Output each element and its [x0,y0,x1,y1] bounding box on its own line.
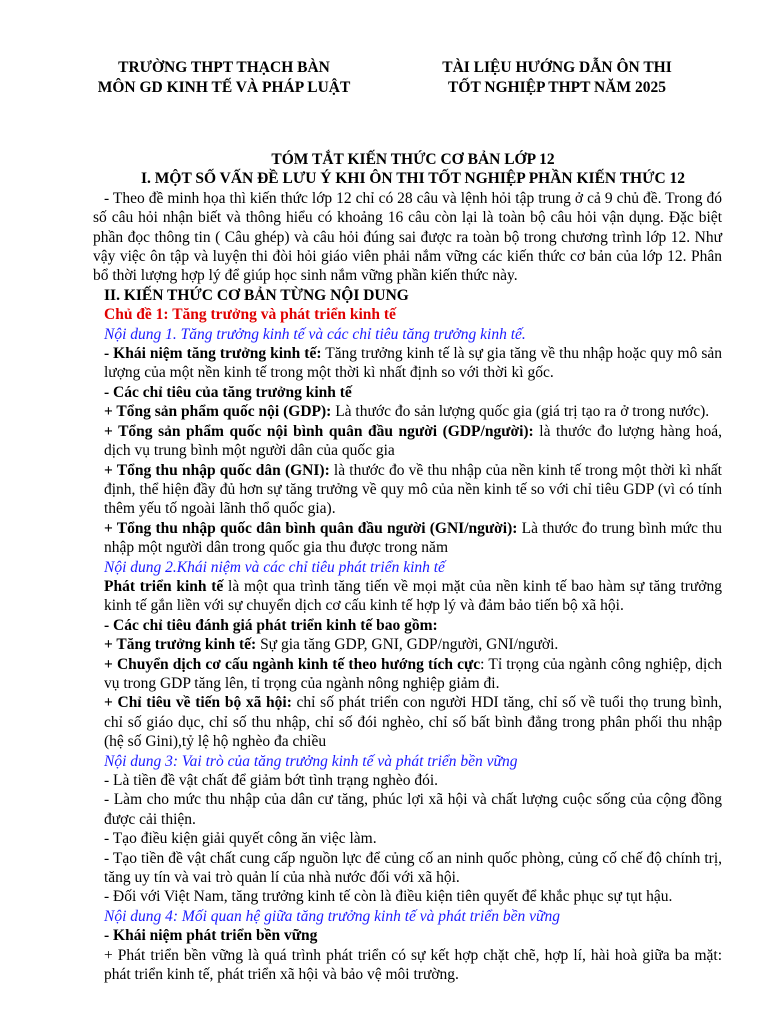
development-indicators-label: - Các chỉ tiêu đánh giá phát triển kinh tế bao gồm: [104,616,438,634]
indicator-social-progress-text: chỉ số phát triển con người HDI tăng, chỉ số về tuổi thọ trung bình, chỉ số giáo dục, chỉ số thu nhập, chỉ số đói nghèo, chỉ số bất bình đẳng trong phân phối thu nhập (hệ số Gini),tỷ lệ hộ nghèo đa chiều [104,694,722,751]
role-item-5: - Đối với Việt Nam, tăng trưởng kinh tế còn là điều kiện tiên quyết để khắc phục sự tụt hậu. [104,888,673,906]
role-item-4: - Tạo tiền đề vật chất cung cấp nguồn lực để củng cố an ninh quốc phòng, củng cố chế độ chính trị, tăng uy tín và vai trò quản lí của nhà nước đối với xã hội. [104,849,722,887]
indicator-social-progress-label: + Chỉ tiêu về tiến bộ xã hội: [104,694,292,712]
definition-growth-label: - Khái niệm tăng trưởng kinh tế: [104,345,322,363]
indicator-social-progress [104,693,722,751]
section-1-paragraph [93,189,722,286]
document-body [93,150,723,984]
subject-name: MÔN GD KINH TẾ VÀ PHÁP LUẬT [97,79,351,96]
content-2-heading: Nội dung 2.Khái niệm và các chỉ tiêu phát triển kinh tế [104,558,445,576]
sustainable-development-text: + Phát triển bền vững là quá trình phát triển có sự kết hợp chặt chẽ, hợp lí, hài hoà giữa ba mặt: phát triển kinh tế, phát triển xã hội và bảo vệ môi trường. [104,946,722,984]
indicator-growth [104,635,722,654]
definition-development [104,577,722,616]
role-item-2: - Làm cho mức thu nhập của dân cư tăng, phúc lợi xã hội và chất lượng cuộc sống của cộng đồng được cải thiện. [104,791,722,828]
content-4-heading: Nội dung 4: Mối quan hệ giữa tăng trưởng kinh tế và phát triển bền vững [104,907,560,925]
indicator-structure-label: + Chuyển dịch cơ cấu ngành kinh tế theo hướng tích cực [104,655,481,673]
doc-type-line2: TỐT NGHIỆP THPT NĂM 2025 [448,79,666,96]
role-item-1: - Là tiền đề vật chất để giảm bớt tình trạng nghèo đói. [104,772,439,789]
indicator-gni-per-capita [104,519,722,558]
definition-development-text: là một qua trình tăng tiến về mọi mặt của nền kinh tế bao hàm sự tăng trưởng kinh tế gắn liền với sự chuyển dịch cơ cấu kinh tế hợp lý và đảm bảo tiến bộ xã hội. [104,577,723,615]
doc-type-line1: TÀI LIỆU HƯỚNG DẪN ÔN THI [442,59,672,76]
section-1-text: - Theo đề minh họa thì kiến thức lớp 12 chỉ có 28 câu và lệnh hỏi tập trung ở cả 9 chủ đề. Trong đó số câu hỏi nhận biết và thông hiểu có khoảng 16 câu còn lại là toàn bộ câu hỏi vận dụng. Đặc biệt phần đọc thông tin ( Câu ghép) và câu hỏi đúng sai được ra toàn bộ trong chương trình lớp 12. Như vậy việc ôn tập và luyện thi đòi hỏi giáo viên phải nắm vững các kiến thức cơ bản của lớp 12. Phân bổ thời lượng hợp lý để giúp học sinh nắm vững phần kiến thức này. [93,189,722,285]
indicator-structure [104,655,722,694]
definition-development-label: Phát triển kinh tế [104,577,224,595]
content-3-heading: Nội dung 3: Vai trò của tăng trưởng kinh tế và phát triển bền vững [104,752,518,770]
indicator-gdp [104,402,722,421]
definition-growth-text: Tăng trưởng kinh tế là sự gia tăng về thu nhập hoặc quy mô sản lượng của một nền kinh tế trong một thời kì nhất định so với thời kì gốc. [104,345,722,382]
indicator-gni-per-capita-label: + Tổng thu nhập quốc dân bình quân đầu người (GNI/người): [104,519,518,537]
section-1-heading: I. MỘT SỐ VẤN ĐỀ LƯU Ý KHI ÔN THI TỐT NGHIỆP PHẦN KIẾN THỨC 12 [140,170,686,188]
indicator-structure-text: : Tỉ trọng của ngành công nghiệp, dịch vụ trong GDP tăng lên, tỉ trọng của ngành nông nghiệp giảm đi. [104,655,722,692]
role-item-3: - Tạo điều kiện giải quyết công ăn việc làm. [104,830,377,848]
content-1-heading: Nội dung 1. Tăng trưởng kinh tế và các chỉ tiêu tăng trưởng kinh tế. [104,325,526,343]
document-title: TÓM TẮT KIẾN THỨC CƠ BẢN LỚP 12 [271,151,555,168]
school-name: TRƯỜNG THPT THẠCH BÀN [118,59,330,76]
document-header [0,58,768,102]
sustainable-development-label: - Khái niệm phát triển bền vững [104,927,318,945]
indicator-gdp-text: Là thước đo sản lượng quốc gia (giá trị tạo ra ở trong nước). [331,403,710,421]
indicator-gni [104,461,722,519]
growth-indicators-label: - Các chỉ tiêu của tăng trưởng kinh tế [104,383,352,401]
indicator-gni-per-capita-text: Là thước đo trung bình mức thu nhập một người dân trong quốc gia thu được trong năm [104,519,722,557]
document-type [412,58,702,98]
indicator-gni-text: là thước đo về thu nhập của nền kinh tế trong một thời kì nhất định, thể hiện đầy đủ hơn sự tăng trưởng về quy mô của nền kinh tế so với chỉ tiêu GDP (vì có tính thêm yếu tố ngoài lãnh thổ quốc gia). [104,461,722,518]
school-info [78,58,370,98]
indicator-gdp-label: + Tổng sản phẩm quốc nội (GDP): [104,403,332,421]
indicator-growth-text: Sự gia tăng GDP, GNI, GDP/người, GNI/người. [256,636,559,654]
indicator-gdp-per-capita-text: là thước đo lượng hàng hoá, dịch vụ trung bình một người dân của quốc gia [104,422,722,460]
indicator-gdp-per-capita [104,422,722,461]
topic-1-heading: Chủ đề 1: Tăng trưởng và phát triển kinh tế [104,306,396,324]
indicator-gni-label: + Tổng thu nhập quốc dân (GNI): [104,461,330,479]
section-2-heading: II. KIẾN THỨC CƠ BẢN TỪNG NỘI DUNG [104,286,409,304]
definition-growth [104,344,722,383]
indicator-growth-label: + Tăng trưởng kinh tế: [104,636,257,654]
indicator-gdp-per-capita-label: + Tổng sản phẩm quốc nội bình quân đầu người (GDP/người): [104,422,534,440]
